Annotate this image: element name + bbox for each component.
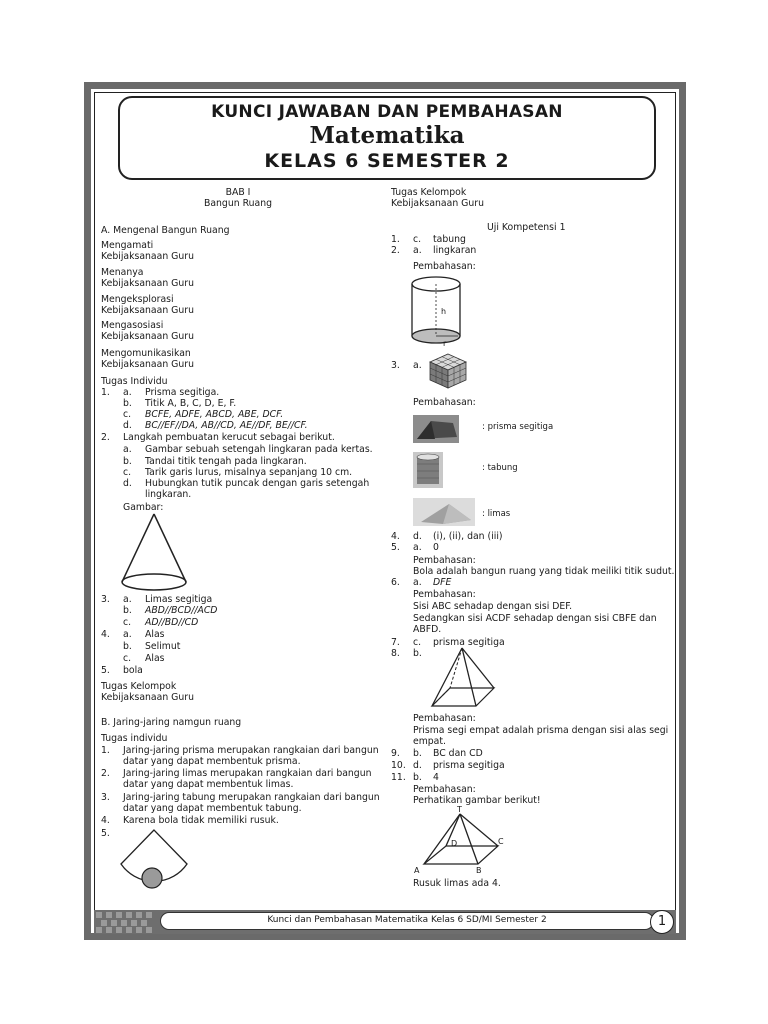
answer-5: bola xyxy=(123,665,143,676)
chapter-number: BAB I xyxy=(225,187,251,198)
item-letter: c. xyxy=(123,467,132,478)
answer-u6: DFE xyxy=(433,577,452,588)
pembahasan-label: Pembahasan: xyxy=(413,713,476,724)
answer-u4: (i), (ii), dan (iii) xyxy=(433,531,503,542)
jaring-3-line2: datar yang dapat membentuk tabung. xyxy=(123,803,302,814)
answer-u9: BC dan CD xyxy=(433,748,483,759)
pembahasan-u6-line2: Sedangkan sisi ACDF sehadap dengan sisi CBFE dan xyxy=(413,613,657,624)
pembahasan-u5: Bola adalah bangun ruang yang tidak meiliki titik sudut. xyxy=(413,566,675,577)
mengasosiasi-label: Mengasosiasi xyxy=(101,320,164,331)
item-number: 4. xyxy=(101,815,110,826)
answer-1d: BC//EF//DA, AB//CD, AE//DF, BE//CF. xyxy=(145,420,308,431)
tent-photo xyxy=(413,415,459,443)
answer-u1: tabung xyxy=(433,234,466,245)
rubik-cube-image xyxy=(428,352,468,390)
vertex-b-label: B xyxy=(476,866,482,875)
item-number: 10. xyxy=(391,760,406,771)
item-letter: c. xyxy=(413,637,422,648)
tugas-individu-b-heading: Tugas individu xyxy=(101,733,168,744)
item-letter: a. xyxy=(413,360,422,371)
title-subject: Matematika xyxy=(309,122,465,149)
item-letter: d. xyxy=(413,531,422,542)
item-number: 4. xyxy=(101,629,110,640)
tugas-kelompok-answer-right: Kebijaksanaan Guru xyxy=(391,198,484,209)
item-letter: c. xyxy=(123,409,132,420)
jaring-1-line1: Jaring-jaring prisma merupakan rangkaian dari bangun xyxy=(123,745,379,756)
tugas-kelompok-heading: Tugas Kelompok xyxy=(101,681,177,692)
item-number: 5. xyxy=(101,665,110,676)
mengamati-answer: Kebijaksanaan Guru xyxy=(101,251,194,262)
pembahasan-u8-line2: empat. xyxy=(413,736,446,747)
item-number: 3. xyxy=(101,594,110,605)
item-number: 1. xyxy=(391,234,400,245)
mengeksplorasi-answer: Kebijaksanaan Guru xyxy=(101,305,194,316)
section-b-heading: B. Jaring-jaring namgun ruang xyxy=(101,717,242,728)
item-number: 9. xyxy=(391,748,400,759)
item-letter: b. xyxy=(413,772,422,783)
answer-u7: prisma segitiga xyxy=(433,637,505,648)
jaring-4: Karena bola tidak memiliki rusuk. xyxy=(123,815,279,826)
pembahasan-label: Pembahasan: xyxy=(413,784,476,795)
chapter-title: Bangun Ruang xyxy=(203,198,273,209)
item-number: 7. xyxy=(391,637,400,648)
uji-kompetensi-heading: Uji Kompetensi 1 xyxy=(487,222,566,233)
answer-3a: Limas segitiga xyxy=(145,594,213,605)
item-number: 1. xyxy=(101,387,110,398)
item-letter: d. xyxy=(123,478,132,489)
cone-diagram xyxy=(118,512,190,594)
answer-u11: 4 xyxy=(433,772,439,783)
pembahasan-u6-line3: ABFD. xyxy=(413,624,442,635)
item-number: 2. xyxy=(101,768,110,779)
item-letter: c. xyxy=(413,234,422,245)
item-number: 2. xyxy=(101,432,110,443)
item-number: 6. xyxy=(391,577,400,588)
jaring-2-line1: Jaring-jaring limas merupakan rangkaian dari bangun xyxy=(123,768,372,779)
item-letter: b. xyxy=(123,456,132,467)
item-letter: a. xyxy=(123,387,132,398)
item-number: 4. xyxy=(391,531,400,542)
cylinder-diagram xyxy=(408,274,464,352)
item-letter: c. xyxy=(123,653,132,664)
menanya-answer: Kebijaksanaan Guru xyxy=(101,278,194,289)
item-letter: a. xyxy=(123,444,132,455)
footer-text: Kunci dan Pembahasan Matematika Kelas 6 SD/MI Semester 2 xyxy=(267,915,547,925)
item-number: 8. xyxy=(391,648,400,659)
mengomunikasikan-answer: Kebijaksanaan Guru xyxy=(101,359,194,370)
item-letter: b. xyxy=(413,748,422,759)
vertex-a-label: A xyxy=(414,866,420,875)
item-letter: c. xyxy=(123,617,132,628)
item-letter: a. xyxy=(413,245,422,256)
item-letter: a. xyxy=(413,577,422,588)
pembahasan-label: Pembahasan: xyxy=(413,397,476,408)
mengeksplorasi-label: Mengeksplorasi xyxy=(101,294,174,305)
item-number: 11. xyxy=(391,772,406,783)
pembahasan-u11: Perhatikan gambar berikut! xyxy=(413,795,541,806)
vertex-c-label: C xyxy=(498,837,504,846)
tugas-individu-heading: Tugas Individu xyxy=(101,376,168,387)
answer-u5: 0 xyxy=(433,542,439,553)
pembahasan-label: Pembahasan: xyxy=(413,589,476,600)
jaring-2-line2: datar yang dapat membentuk limas. xyxy=(123,779,294,790)
title-grade: KELAS 6 SEMESTER 2 xyxy=(264,150,510,172)
prisma-segitiga-caption: : prisma segitiga xyxy=(482,422,554,432)
item-number: 5. xyxy=(101,828,110,839)
item-number: 3. xyxy=(101,792,110,803)
labeled-pyramid-diagram xyxy=(418,810,502,868)
pembahasan-u8-line1: Prisma segi empat adalah prisma dengan sisi alas segi xyxy=(413,725,669,736)
height-label: h xyxy=(441,307,447,316)
section-a-heading: A. Mengenal Bangun Ruang xyxy=(101,225,230,236)
answer-4c: Alas xyxy=(145,653,165,664)
item-number: 5. xyxy=(391,542,400,553)
answer-1c: BCFE, ADFE, ABCD, ABE, DCF. xyxy=(145,409,284,420)
answer-u2: lingkaran xyxy=(433,245,477,256)
pyramid-photo xyxy=(413,498,475,526)
radius-label: r xyxy=(443,339,447,348)
pembahasan-label: Pembahasan: xyxy=(413,261,476,272)
answer-1b: Titik A, B, C, D, E, F. xyxy=(145,398,237,409)
answer-2-intro: Langkah pembuatan kerucut sebagai berikut. xyxy=(123,432,335,443)
item-number: 1. xyxy=(101,745,110,756)
square-pyramid-diagram xyxy=(424,644,500,712)
item-letter: b. xyxy=(123,641,132,652)
limas-caption: : limas xyxy=(482,509,511,519)
item-letter: b. xyxy=(413,648,422,659)
item-letter: a. xyxy=(123,629,132,640)
rusuk-note: Rusuk limas ada 4. xyxy=(413,878,501,889)
mengomunikasikan-label: Mengomunikasikan xyxy=(101,348,191,359)
cone-net-diagram xyxy=(118,828,190,890)
answer-4a: Alas xyxy=(145,629,165,640)
item-letter: b. xyxy=(123,398,132,409)
can-photo xyxy=(413,452,443,488)
answer-2b: Tandai titik tengah pada lingkaran. xyxy=(145,456,307,467)
pembahasan-u6-line1: Sisi ABC sehadap dengan sisi DEF. xyxy=(413,601,573,612)
answer-2c: Tarik garis lurus, misalnya sepanjang 10 cm. xyxy=(145,467,353,478)
title-box xyxy=(118,96,656,180)
item-number: 3. xyxy=(391,360,400,371)
tugas-kelompok-answer: Kebijaksanaan Guru xyxy=(101,692,194,703)
item-letter: a. xyxy=(413,542,422,553)
jaring-1-line2: datar yang dapat membentuk prisma. xyxy=(123,756,301,767)
mengamati-label: Mengamati xyxy=(101,240,154,251)
title-line-1: KUNCI JAWABAN DAN PEMBAHASAN xyxy=(211,102,563,122)
answer-3c: AD//BD//CD xyxy=(145,617,199,628)
gambar-label: Gambar: xyxy=(123,502,164,513)
answer-2d-line1: Hubungkan tutik puncak dengan garis setengah xyxy=(145,478,370,489)
item-letter: d. xyxy=(123,420,132,431)
answer-2d-line2: lingkaran. xyxy=(145,489,192,500)
tugas-kelompok-heading-right: Tugas Kelompok xyxy=(391,187,467,198)
jaring-3-line1: Jaring-jaring tabung merupakan rangkaian dari bangun xyxy=(123,792,380,803)
item-letter: b. xyxy=(123,605,132,616)
pembahasan-label: Pembahasan: xyxy=(413,555,476,566)
answer-2a: Gambar sebuah setengah lingkaran pada kertas. xyxy=(145,444,373,455)
item-letter: d. xyxy=(413,760,422,771)
answer-u10: prisma segitiga xyxy=(433,760,505,771)
answer-3b: ABD//BCD//ACD xyxy=(145,605,218,616)
mengasosiasi-answer: Kebijaksanaan Guru xyxy=(101,331,194,342)
menanya-label: Menanya xyxy=(101,267,144,278)
answer-4b: Selimut xyxy=(145,641,181,652)
item-number: 2. xyxy=(391,245,400,256)
page-number: 1 xyxy=(650,910,674,934)
tabung-caption: : tabung xyxy=(482,463,518,473)
vertex-d-label: D xyxy=(451,839,458,848)
vertex-t-label: T xyxy=(457,805,462,814)
item-letter: a. xyxy=(123,594,132,605)
answer-1a: Prisma segitiga. xyxy=(145,387,220,398)
